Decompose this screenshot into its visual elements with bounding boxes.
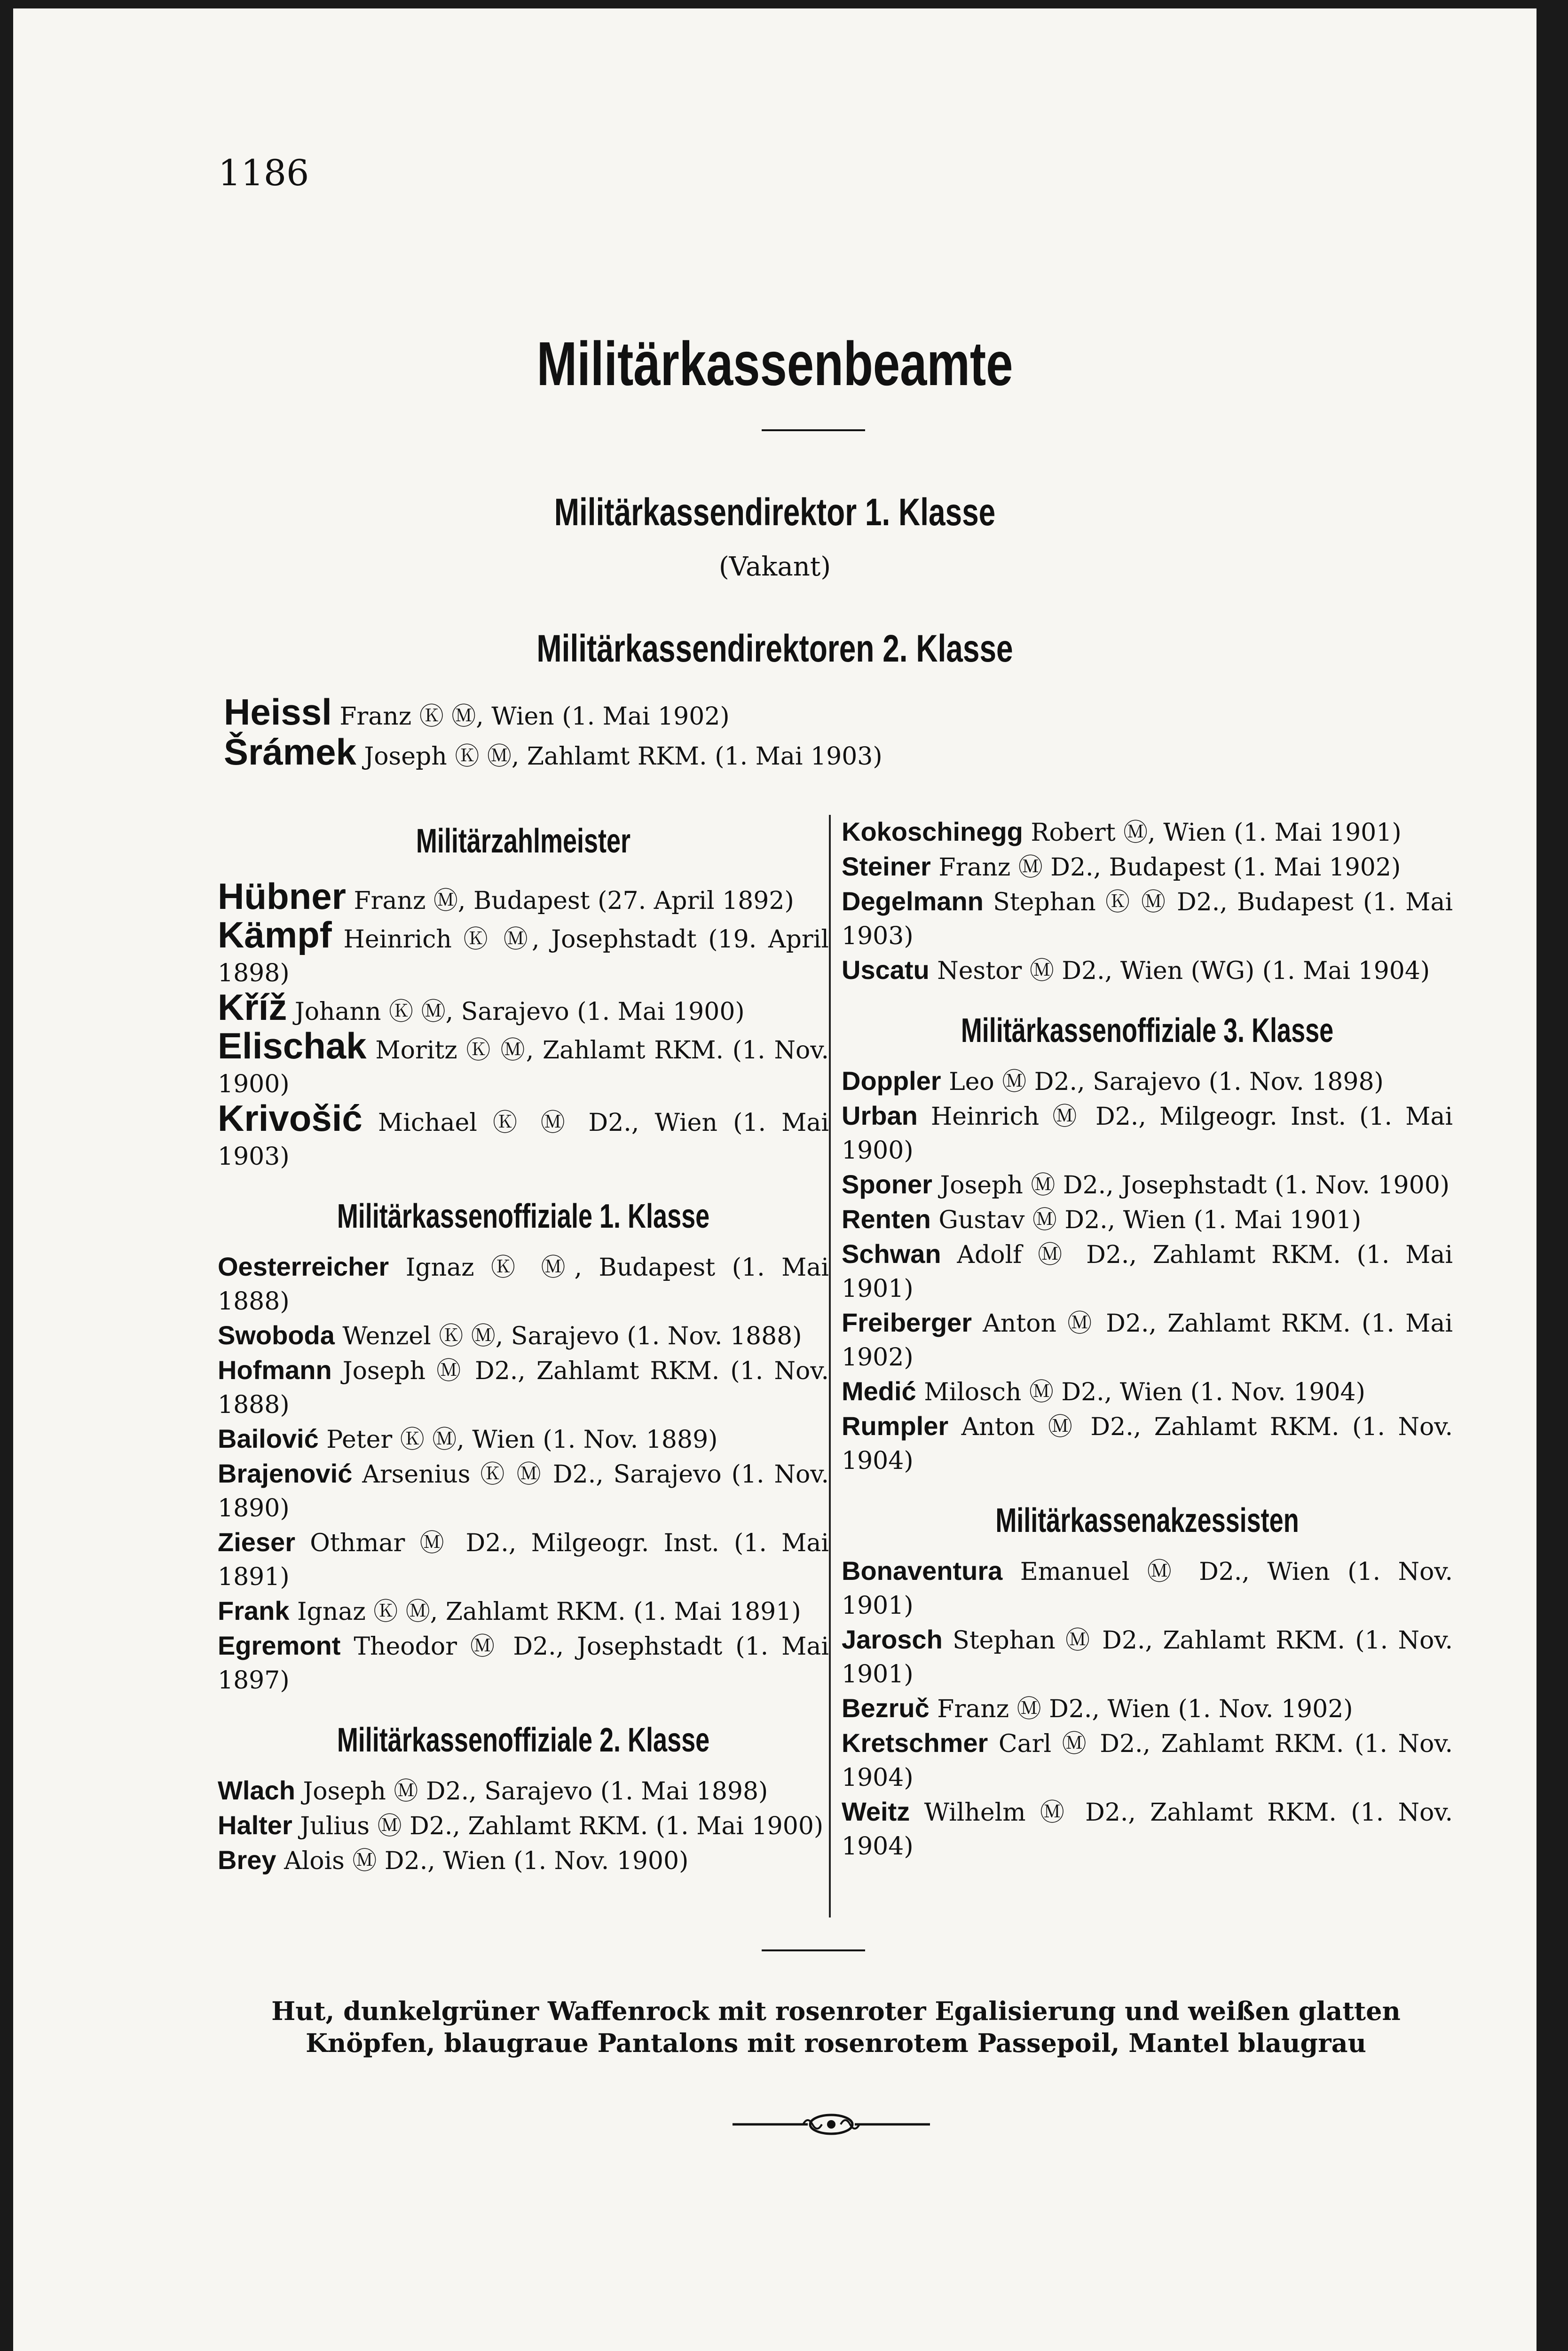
- list-item: [842, 850, 1453, 884]
- entry-details: Adolf Ⓜ D2., Zahlamt RKM. (1. Mai 1901): [842, 1241, 1453, 1303]
- list-item: [842, 884, 1453, 953]
- entry-name: Bezruč: [842, 1693, 930, 1723]
- entry-details: Moritz Ⓚ Ⓜ, Zahlamt RKM. (1. Nov. 1900): [218, 1036, 829, 1098]
- entry-name: Medić: [842, 1376, 916, 1406]
- entry-details: Othmar Ⓜ D2., Milgeogr. Inst. (1. Mai 1891): [218, 1529, 829, 1591]
- entry-name: Schwan: [842, 1239, 941, 1269]
- entry-name: Rumpler: [842, 1411, 949, 1441]
- entry-details: Alois Ⓜ D2., Wien (1. Nov. 1900): [284, 1847, 689, 1875]
- entry-details: Joseph Ⓜ D2., Zahlamt RKM. (1. Nov. 1888): [218, 1357, 829, 1419]
- entry-details: Anton Ⓜ D2., Zahlamt RKM. (1. Mai 1902): [842, 1310, 1453, 1372]
- heading-direktor-1: Militärkassendirektor 1. Klasse: [554, 491, 996, 534]
- list-item: [842, 1237, 1453, 1306]
- entry-details: Ignaz Ⓚ Ⓜ, Budapest (1. Mai 1888): [218, 1254, 829, 1316]
- entry-name: Doppler: [842, 1066, 941, 1096]
- entry-name: Bailović: [218, 1424, 319, 1453]
- heading-offiziale-2: Militärkassenoffiziale 2. Klasse: [337, 1721, 710, 1759]
- heading-direktoren-2: Militärkassendirektoren 2. Klasse: [536, 627, 1013, 670]
- entry-name: Frank: [218, 1596, 290, 1625]
- heading-offiziale-1: Militärkassenoffiziale 1. Klasse: [337, 1198, 710, 1235]
- entry-name: Freiberger: [842, 1308, 972, 1337]
- heading-offiziale-3: Militärkassenoffiziale 3. Klasse: [961, 1012, 1334, 1049]
- title-divider: [762, 429, 865, 431]
- list-item: [842, 953, 1453, 988]
- entry-name: Halter: [218, 1810, 292, 1840]
- entry-name: Renten: [842, 1204, 931, 1234]
- list-item: [842, 1409, 1453, 1478]
- list-item: [218, 914, 829, 990]
- list-item: [218, 1250, 829, 1318]
- uniform-description: Hut, dunkelgrüner Waffenrock mit rosenroter Egalisierung und weißen glatten Knöpfen, blaugraue Pantalons mit rosenrotem Passepoil, Mantel blaugrau: [271, 1996, 1401, 2058]
- entry-details: Franz Ⓜ, Budapest (27. April 1892): [354, 887, 794, 915]
- entry-name: Heissl: [224, 691, 332, 733]
- entry-details: Peter Ⓚ Ⓜ, Wien (1. Nov. 1889): [326, 1426, 718, 1454]
- entry-name: Oesterreicher: [218, 1252, 389, 1281]
- entry-details: Nestor Ⓜ D2., Wien (WG) (1. Mai 1904): [937, 957, 1430, 985]
- entry-name: Uscatu: [842, 955, 930, 985]
- list-item: [218, 1774, 829, 1808]
- list-item: [842, 1202, 1453, 1237]
- entry-name: Šrámek: [224, 731, 356, 773]
- list-item: [842, 1064, 1453, 1099]
- entry-name: Urban: [842, 1101, 918, 1130]
- entry-details: Joseph Ⓚ Ⓜ, Zahlamt RKM. (1. Mai 1903): [364, 742, 882, 771]
- footer-divider: [762, 1949, 865, 1951]
- page-title: Militärkassenbeamte: [536, 329, 1013, 398]
- list-item: [218, 1318, 829, 1353]
- list-item: [842, 1554, 1453, 1623]
- heading-akzessisten: Militärkassenakzessisten: [995, 1502, 1299, 1539]
- entry-name: Egremont: [218, 1631, 341, 1660]
- entry-details: Johann Ⓚ Ⓜ, Sarajevo (1. Mai 1900): [294, 998, 745, 1026]
- list-item: [218, 1353, 829, 1422]
- vacant-note: (Vakant): [718, 552, 831, 582]
- list-item: [842, 1623, 1453, 1691]
- entry-name: Swoboda: [218, 1320, 335, 1350]
- list-item: [842, 1099, 1453, 1168]
- list-item: [218, 1025, 829, 1101]
- entry-details: Leo Ⓜ D2., Sarajevo (1. Nov. 1898): [949, 1068, 1384, 1096]
- list-item: [842, 1168, 1453, 1202]
- list-item: [842, 815, 1453, 850]
- entry-details: Stephan Ⓜ D2., Zahlamt RKM. (1. Nov. 1901): [842, 1626, 1453, 1688]
- entry-details: Joseph Ⓜ D2., Sarajevo (1. Mai 1898): [303, 1777, 768, 1806]
- list-item: [218, 986, 829, 1029]
- list-item: [218, 1629, 829, 1697]
- entry-details: Franz Ⓜ D2., Budapest (1. Mai 1902): [938, 853, 1401, 882]
- entry-name: Elischak: [218, 1025, 367, 1066]
- entry-name: Brey: [218, 1845, 276, 1875]
- entry-details: Anton Ⓜ D2., Zahlamt RKM. (1. Nov. 1904): [842, 1413, 1453, 1475]
- entry-details: Julius Ⓜ D2., Zahlamt RKM. (1. Mai 1900): [300, 1812, 824, 1840]
- list-item: [224, 731, 882, 773]
- entry-name: Kämpf: [218, 914, 332, 955]
- page-number: 1186: [218, 152, 309, 194]
- list-item: [842, 1691, 1453, 1726]
- entry-details: Robert Ⓜ, Wien (1. Mai 1901): [1031, 819, 1402, 847]
- entry-name: Hofmann: [218, 1355, 332, 1385]
- entry-details: Emanuel Ⓜ D2., Wien (1. Nov. 1901): [842, 1558, 1453, 1620]
- ornament-icon: [733, 2110, 930, 2138]
- column-divider: [829, 815, 831, 1917]
- list-item: [218, 876, 829, 918]
- entry-name: Weitz: [842, 1797, 910, 1826]
- entry-name: Kříž: [218, 986, 287, 1028]
- entry-details: Gustav Ⓜ D2., Wien (1. Mai 1901): [938, 1206, 1362, 1234]
- entry-details: Heinrich Ⓜ D2., Milgeogr. Inst. (1. Mai 1900): [842, 1103, 1453, 1165]
- entry-name: Krivošić: [218, 1097, 362, 1139]
- entry-name: Steiner: [842, 852, 931, 881]
- entry-details: Franz Ⓜ D2., Wien (1. Nov. 1902): [937, 1695, 1353, 1723]
- list-item: [218, 1594, 829, 1629]
- entry-details: Heinrich Ⓚ Ⓜ, Josephstadt (19. April 1898): [218, 925, 829, 987]
- list-item: [842, 1306, 1453, 1374]
- entry-details: Michael Ⓚ Ⓜ D2., Wien (1. Mai 1903): [218, 1109, 829, 1171]
- left-column: [218, 822, 829, 1878]
- right-column: [842, 815, 1453, 1863]
- list-item: [218, 1457, 829, 1525]
- entry-details: Joseph Ⓜ D2., Josephstadt (1. Nov. 1900): [940, 1171, 1450, 1199]
- heading-zahlmeister: Militärzahlmeister: [416, 822, 631, 860]
- entry-name: Kretschmer: [842, 1728, 988, 1758]
- entry-details: Arsenius Ⓚ Ⓜ D2., Sarajevo (1. Nov. 1890): [218, 1460, 829, 1523]
- entry-name: Sponer: [842, 1169, 932, 1199]
- entry-details: Ignaz Ⓚ Ⓜ, Zahlamt RKM. (1. Mai 1891): [297, 1598, 801, 1626]
- list-item: [218, 1843, 829, 1878]
- entry-details: Theodor Ⓜ D2., Josephstadt (1. Mai 1897): [218, 1633, 829, 1695]
- entry-name: Hübner: [218, 876, 346, 917]
- list-item: [842, 1795, 1453, 1863]
- entry-details: Franz Ⓚ Ⓜ, Wien (1. Mai 1902): [339, 702, 730, 731]
- list-item: [842, 1374, 1453, 1409]
- entry-details: Milosch Ⓜ D2., Wien (1. Nov. 1904): [924, 1378, 1365, 1406]
- entry-details: Wenzel Ⓚ Ⓜ, Sarajevo (1. Nov. 1888): [342, 1322, 802, 1350]
- list-item: [218, 1097, 829, 1174]
- entry-name: Kokoschinegg: [842, 817, 1023, 846]
- list-item: [218, 1422, 829, 1457]
- list-item: [218, 1808, 829, 1843]
- entry-details: Stephan Ⓚ Ⓜ D2., Budapest (1. Mai 1903): [842, 888, 1453, 950]
- book-page: [13, 8, 1536, 2351]
- entry-name: Zieser: [218, 1527, 295, 1557]
- entry-name: Brajenović: [218, 1459, 353, 1488]
- entry-name: Bonaventura: [842, 1556, 1003, 1586]
- entry-name: Wlach: [218, 1775, 295, 1805]
- list-item: [224, 691, 730, 734]
- entry-name: Degelmann: [842, 886, 984, 916]
- entry-name: Jarosch: [842, 1625, 943, 1654]
- list-item: [842, 1726, 1453, 1795]
- list-item: [218, 1525, 829, 1594]
- entry-details: Carl Ⓜ D2., Zahlamt RKM. (1. Nov. 1904): [842, 1730, 1453, 1792]
- entry-details: Wilhelm Ⓜ D2., Zahlamt RKM. (1. Nov. 1904): [842, 1799, 1453, 1861]
